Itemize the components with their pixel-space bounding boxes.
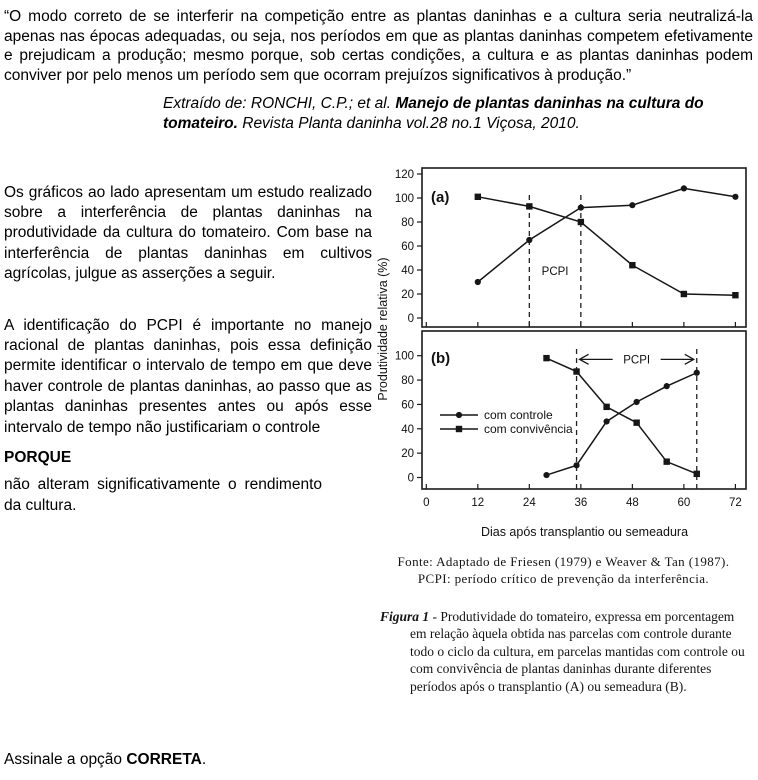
intro-paragraph: Os gráficos ao lado apresentam um estudo realizado sobre a interferência de plantas daninhas na produtividade da cultura do tomateiro. Com base na interferência de plantas daninhas em cultivos agrícolas, julgue as asserções a seguir. <box>4 183 372 283</box>
series-com-convivencia <box>543 354 700 476</box>
square-marker <box>633 419 639 425</box>
plot-border <box>422 331 746 489</box>
square-marker <box>578 218 584 224</box>
chart-legend <box>440 408 573 436</box>
x-tick-label: 0 <box>423 496 430 509</box>
square-marker <box>694 470 700 476</box>
square-marker <box>573 368 579 374</box>
pcpi-text-annotation: PCPI <box>541 265 569 278</box>
y-tick-label: 20 <box>401 288 414 301</box>
figure-column <box>372 162 755 696</box>
square-marker <box>526 203 532 209</box>
figure-caption <box>372 608 755 696</box>
square-marker <box>456 425 462 431</box>
panel-label: (a) <box>431 188 450 206</box>
x-tick-label: 36 <box>574 496 588 509</box>
square-marker <box>732 292 738 298</box>
productivity-relative-chart <box>372 162 755 512</box>
question-text-column <box>0 162 372 696</box>
chart-panel-b <box>395 331 746 509</box>
square-marker <box>475 193 481 199</box>
circle-marker <box>634 398 640 404</box>
y-axis-label: Produtividade relativa (%) <box>376 257 390 401</box>
legend-label: com controle <box>484 407 553 422</box>
y-tick-label: 60 <box>401 240 414 253</box>
assertion-paragraph: A identificação do PCPI é importante no manejo racional de plantas daninhas, pois essa definição permite identificar o intervalo de tempo em que deve haver controle de plantas daninhas, ao passo que as plantas daninhas presentes antes ou após esse intervalo de tempo não justificariam o controle <box>4 316 372 436</box>
y-tick-label: 120 <box>394 168 414 181</box>
y-tick-label: 80 <box>401 216 414 229</box>
y-tick-label: 100 <box>394 192 414 205</box>
y-tick-label: 0 <box>407 472 414 485</box>
square-marker <box>603 403 609 409</box>
y-tick-label: 0 <box>407 312 414 325</box>
series-com-controle <box>475 185 739 285</box>
prompt-prefix: Assinale a opção <box>4 751 127 768</box>
circle-marker <box>694 369 700 375</box>
source-line-2: PCPI: período crítico de prevenção da interferência. <box>417 571 710 587</box>
porque-connector: PORQUE <box>4 449 72 467</box>
x-tick-label: 72 <box>728 496 742 509</box>
figure-caption-label: Figura 1 <box>380 608 430 624</box>
y-tick-label: 40 <box>401 264 414 277</box>
series-com-convivencia <box>475 193 739 298</box>
circle-marker <box>475 278 481 284</box>
citation-prefix: Extraído de: RONCHI, C.P.; et al. <box>163 95 396 113</box>
x-axis-label: Dias após transplantio ou semeadura <box>480 524 689 539</box>
x-tick-label: 24 <box>522 496 536 509</box>
panel-label: (b) <box>431 349 451 367</box>
citation-title: Manejo de plantas daninhas na cultura do tomateiro. <box>163 95 704 132</box>
square-marker <box>543 354 549 360</box>
circle-marker <box>526 236 532 242</box>
y-tick-label: 80 <box>401 374 414 387</box>
circle-marker <box>573 462 579 468</box>
square-marker <box>681 290 687 296</box>
circle-marker <box>543 472 549 478</box>
circle-marker <box>629 202 635 208</box>
two-column-layout <box>0 162 758 696</box>
reason-paragraph: não alteram significativamente o rendimento da cultura. <box>4 476 322 514</box>
x-tick-label: 60 <box>677 496 691 509</box>
circle-marker <box>681 185 687 191</box>
circle-marker <box>732 193 738 199</box>
x-tick-label: 12 <box>471 496 485 509</box>
prompt-bold: CORRETA <box>126 751 202 768</box>
quote-paragraph: “O modo correto de se interferir na competição entre as plantas daninhas e a cultura seria neutralizá-la apenas nas épocas adequadas, ou seja, nos períodos em que as plantas daninhas competem efetivamente e prejudicam a produção; mesmo porque, sob certas condições, a cultura e as plantas daninhas podem conviver por pelo menos um período sem que ocorram prejuízos significativos à produção.” <box>4 8 753 84</box>
citation <box>163 94 741 133</box>
circle-marker <box>604 418 610 424</box>
y-tick-label: 100 <box>394 350 414 363</box>
y-tick-label: 40 <box>401 423 414 436</box>
svg-text:PCPI: PCPI <box>623 353 651 366</box>
y-tick-label: 60 <box>401 398 414 411</box>
circle-marker <box>664 383 670 389</box>
source-line-1: Fonte: Adaptado de Friesen (1979) e Weaver & Tan (1987). <box>397 553 730 569</box>
circle-marker <box>578 204 584 210</box>
citation-suffix: Revista Planta daninha vol.28 no.1 Viçosa, 2010. <box>237 114 580 132</box>
circle-marker <box>456 411 462 417</box>
figure-caption-text: - Produtividade do tomateiro, expressa em porcentagem em relação àquela obtida nas parcelas com controle durante todo o ciclo da cultura, em parcelas mantidas com controle ou com convivência de plantas daninhas durante diferentes períodos após o transplantio (A) ou semeadura (B). <box>410 608 745 694</box>
square-marker <box>664 458 670 464</box>
answer-prompt <box>4 751 206 769</box>
figure-source <box>372 553 755 588</box>
legend-label: com convivência <box>484 421 573 436</box>
y-tick-label: 20 <box>401 447 414 460</box>
prompt-suffix: . <box>201 751 207 768</box>
pcpi-arrow-annotation <box>580 354 694 366</box>
chart-panel-a <box>395 168 746 327</box>
square-marker <box>629 262 635 268</box>
plot-border <box>422 168 746 327</box>
x-tick-label: 48 <box>625 496 639 509</box>
